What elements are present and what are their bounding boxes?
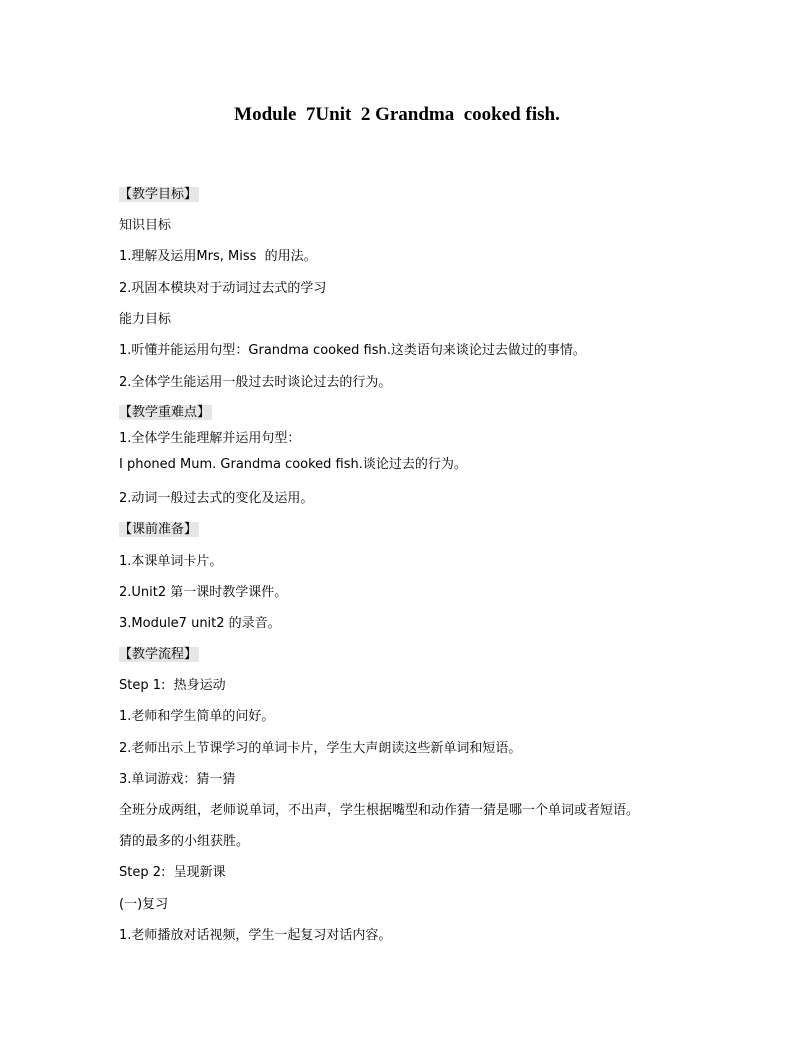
section-heading-teaching-objectives: [119, 186, 199, 204]
section-heading-teaching-process: [119, 646, 199, 664]
paragraph-line: 1.老师播放对话视频，学生一起复习对话内容。: [119, 928, 392, 943]
paragraph-line: 2.Unit2 第一课时教学课件。: [119, 585, 288, 600]
heading-label: 【课前准备】: [119, 522, 198, 537]
paragraph-line: 1.全体学生能理解并运用句型：: [119, 431, 301, 446]
step-heading: Step 2: 呈现新课: [119, 865, 226, 880]
document-title: Module 7Unit 2 Grandma cooked fish.: [234, 104, 560, 125]
paragraph-line: 全班分成两组，老师说单词，不出声，学生根据嘴型和动作猜一猜是哪一个单词或者短语。: [119, 803, 640, 818]
paragraph-line: 2.巩固本模块对于动词过去式的学习: [119, 281, 327, 296]
paragraph-line: 1.本课单词卡片。: [119, 554, 223, 569]
paragraph-line: 猜的最多的小组获胜。: [119, 834, 250, 849]
paragraph-line: 2.动词一般过去式的变化及运用。: [119, 491, 314, 506]
paragraph-line: I phoned Mum. Grandma cooked fish.谈论过去的行为。: [119, 457, 467, 472]
subheading-knowledge-objectives: 知识目标: [119, 218, 172, 233]
paragraph-line: 1.理解及运用Mrs, Miss 的用法。: [119, 249, 317, 264]
paragraph-line: 1.听懂并能运用句型：Grandma cooked fish.这类语句来谈论过去做过的事情。: [119, 343, 586, 358]
heading-label: 【教学目标】: [119, 187, 198, 202]
heading-label: 【教学重难点】: [119, 405, 211, 420]
section-heading-key-points: [119, 404, 212, 422]
paragraph-line: 1.老师和学生简单的问好。: [119, 709, 275, 724]
paragraph-line: 3.单词游戏：猜一猜: [119, 772, 236, 787]
paragraph-line: 3.Module7 unit2 的录音。: [119, 616, 281, 631]
step-heading: Step 1: 热身运动: [119, 678, 226, 693]
paragraph-line: 2.老师出示上节课学习的单词卡片，学生大声朗读这些新单词和短语。: [119, 741, 522, 756]
subsection-heading: (一)复习: [119, 897, 169, 912]
subheading-ability-objectives: 能力目标: [119, 312, 172, 327]
heading-label: 【教学流程】: [119, 647, 198, 662]
paragraph-line: 2.全体学生能运用一般过去时谈论过去的行为。: [119, 375, 392, 390]
section-heading-preparation: [119, 521, 199, 539]
